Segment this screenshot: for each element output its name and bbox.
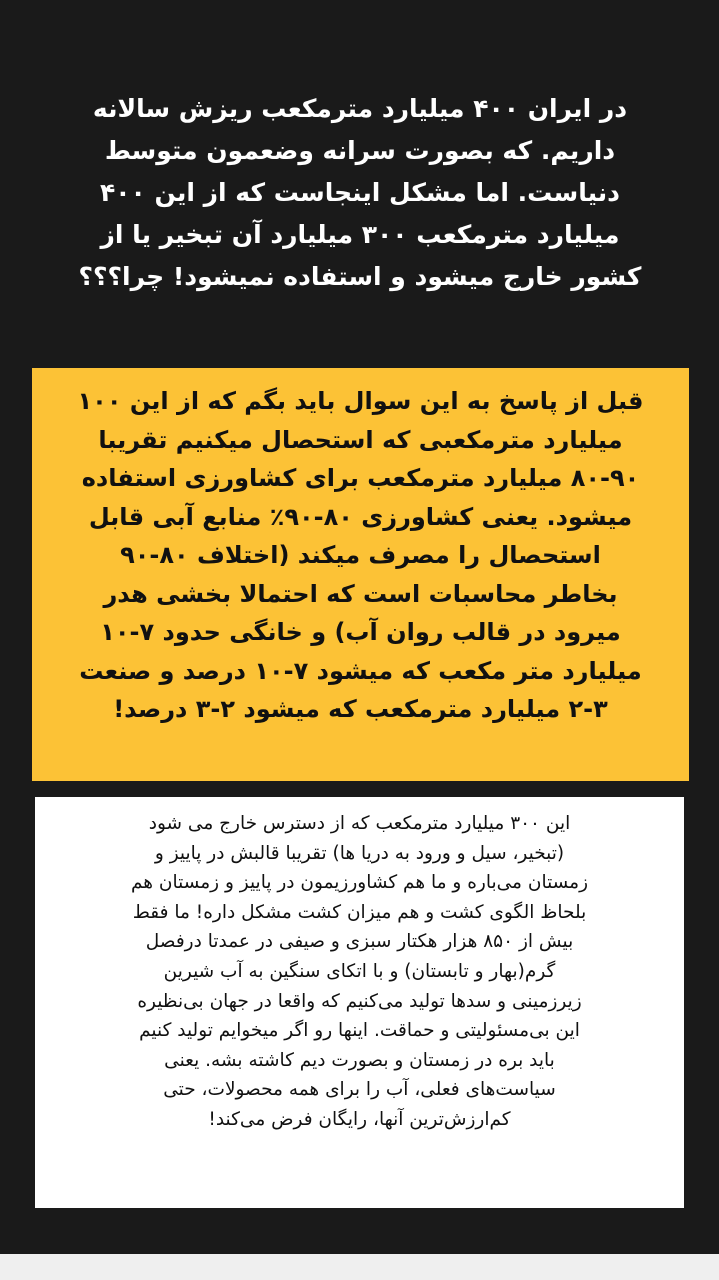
explanation-box: این ۳۰۰ میلیارد مترمکعب که از دسترس خارج می شود (تبخیر، سیل و ورود به دریا ها) تقریبا قالبش در پاییز و زمستان می‌باره و ما هم کشاورزیمون در پاییز و زمستان هم بلحاظ الگوی کشت و هم میزان کشت مشکل داره! ما فقط بیش از ۸۵۰ هزار هکتار سبزی و صیفی در عمدتا درفصل گرم(بهار و تابستان) و با اتکای سنگین به آب شیرین زیرزمینی و سدها تولید می‌کنیم که واقعا در جهان بی‌نظیره این بی‌مسئولیتی و حماقت. اینها رو اگر میخوایم تولید کنیم باید بره در زمستان و بصورت دیم کاشته بشه. یعنی سیاست‌های فعلی، آب را برای همه محصولات، حتی کم‌ارزش‌ترین آنها، رایگان فرض می‌کند!	[35, 797, 684, 1208]
answer-highlight-box: قبل از پاسخ به این سوال باید بگم که از این ۱۰۰ میلیارد مترمکعبی که استحصال میکنیم تقریبا ۸۰-۹۰ میلیارد مترمکعب برای کشاورزی استفاده میشود. یعنی کشاورزی ۸۰-۹۰٪ منابع آبی قابل استحصال را مصرف میکند (اختلاف ۸۰-۹۰ بخاطر محاسبات است که احتمالا بخشی هدر میرود در قالب روان آب) و خانگی حدود ۷-۱۰ میلیارد متر مکعب که میشود ۷-۱۰ درصد و صنعت ۲-۳ میلیارد مترمکعب که میشود ۲-۳ درصد!	[32, 368, 689, 781]
bottom-bar	[0, 1254, 719, 1280]
intro-text: در ایران ۴۰۰ میلیارد مترمکعب ریزش سالانه داریم. که بصورت سرانه وضعمون متوسط دنیاست. اما مشکل اینجاست که از این ۴۰۰ میلیارد مترمکعب ۳۰۰ میلیارد آن تبخیر یا از کشور خارج میشود و استفاده نمیشود! چرا؟؟؟	[78, 94, 642, 291]
